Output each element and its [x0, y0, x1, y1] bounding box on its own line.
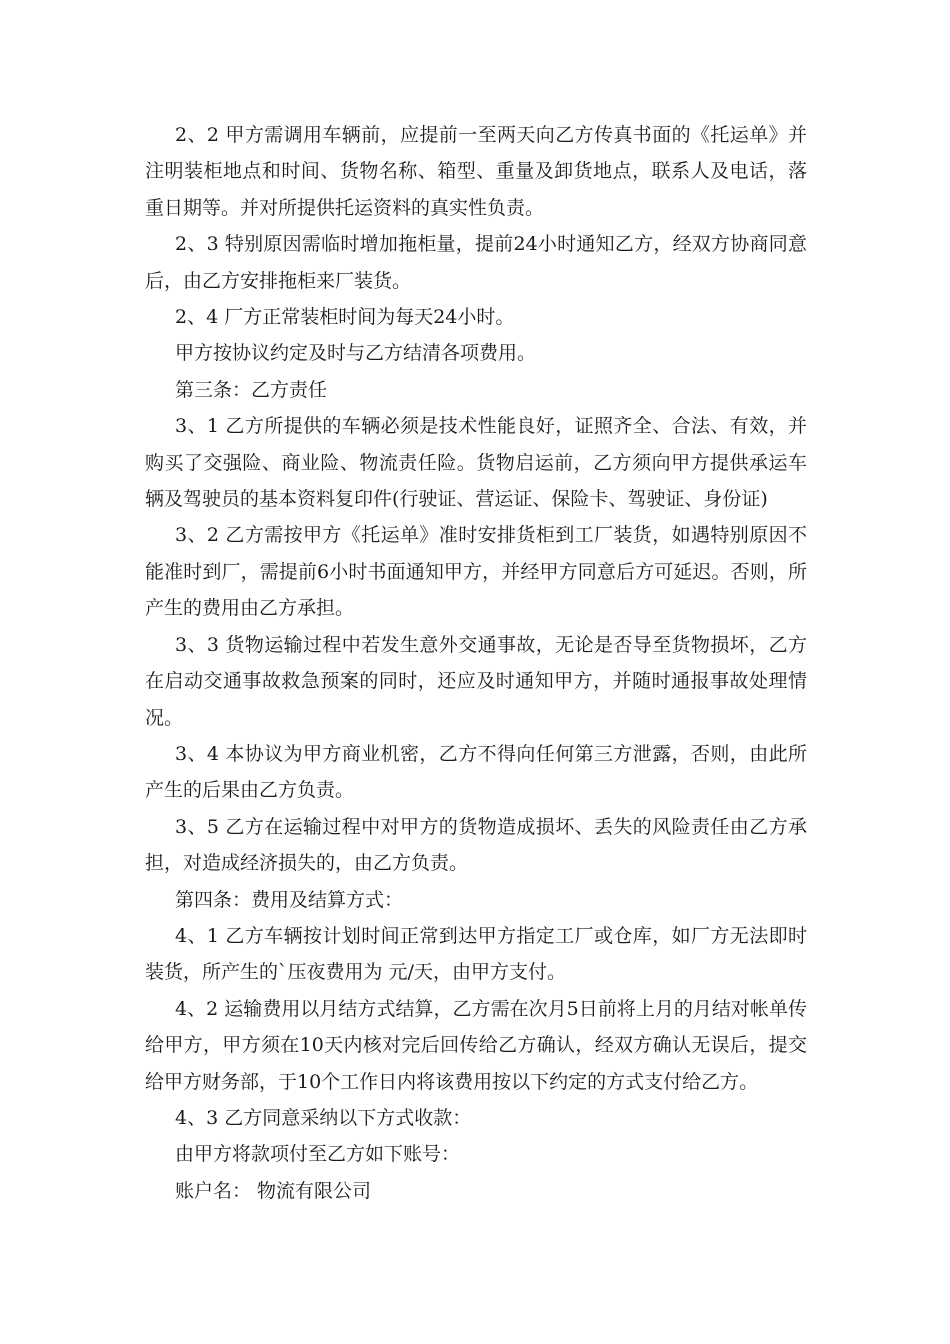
paragraph-3-5: 3、5 乙方在运输过程中对甲方的货物造成损坏、丢失的风险责任由乙方承担，对造成经济损失的，由乙方负责。	[145, 815, 807, 875]
paragraph-settlement: 甲方按协议约定及时与乙方结清各项费用。	[175, 342, 537, 365]
paragraph-account-name: 账户名： 物流有限公司	[175, 1179, 372, 1202]
paragraph-2-2: 2、2 甲方需调用车辆前，应提前一至两天向乙方传真书面的《托运单》并注明装柜地点和时间、货物名称、箱型、重量及卸货地点，联系人及电话，落重日期等。并对所提供托运资料的真实性负责。	[145, 124, 807, 219]
paragraph-4-3: 4、3 乙方同意采纳以下方式收款：	[175, 1106, 472, 1129]
paragraph-4-1: 4、1 乙方车辆按计划时间正常到达甲方指定工厂或仓库，如厂方无法即时装货，所产生的`压夜费用为 元/天，由甲方支付。	[145, 924, 807, 984]
document-page	[145, 117, 807, 1209]
paragraph-2-4: 2、4 厂方正常装柜时间为每天24小时。	[175, 306, 515, 329]
section-heading-article-3: 第三条：乙方责任	[175, 378, 328, 401]
section-heading-article-4: 第四条：费用及结算方式：	[175, 888, 404, 911]
paragraph-3-4: 3、4 本协议为甲方商业机密，乙方不得向任何第三方泄露，否则，由此所产生的后果由乙方负责。	[145, 742, 807, 802]
paragraph-2-3: 2、3 特别原因需临时增加拖柜量，提前24小时通知乙方，经双方协商同意后，由乙方安排拖柜来厂装货。	[145, 233, 807, 292]
paragraph-4-2: 4、2 运输费用以月结方式结算，乙方需在次月5日前将上月的月结对帐单传给甲方，甲方须在10天内核对完后回传给乙方确认，经双方确认无误后，提交给甲方财务部，于10个工作日内将该费用按以下约定的方式支付给乙方。	[145, 997, 807, 1093]
paragraph-3-3: 3、3 货物运输过程中若发生意外交通事故，无论是否导至货物损坏，乙方在启动交通事故救急预案的同时，还应及时通知甲方，并随时通报事故处理情况。	[145, 633, 807, 729]
paragraph-3-2: 3、2 乙方需按甲方《托运单》准时安排货柜到工厂装货，如遇特别原因不能准时到厂，需提前6小时书面通知甲方，并经甲方同意后方可延迟。否则，所产生的费用由乙方承担。	[145, 524, 807, 620]
paragraph-3-1: 3、1 乙方所提供的车辆必须是技术性能良好，证照齐全、合法、有效，并购买了交强险、商业险、物流责任险。货物启运前，乙方须向甲方提供承运车辆及驾驶员的基本资料复印件(行驶证、营运证、保险卡、驾驶证、身份证)	[145, 415, 807, 511]
paragraph-payment-account: 由甲方将款项付至乙方如下账号：	[175, 1143, 461, 1166]
